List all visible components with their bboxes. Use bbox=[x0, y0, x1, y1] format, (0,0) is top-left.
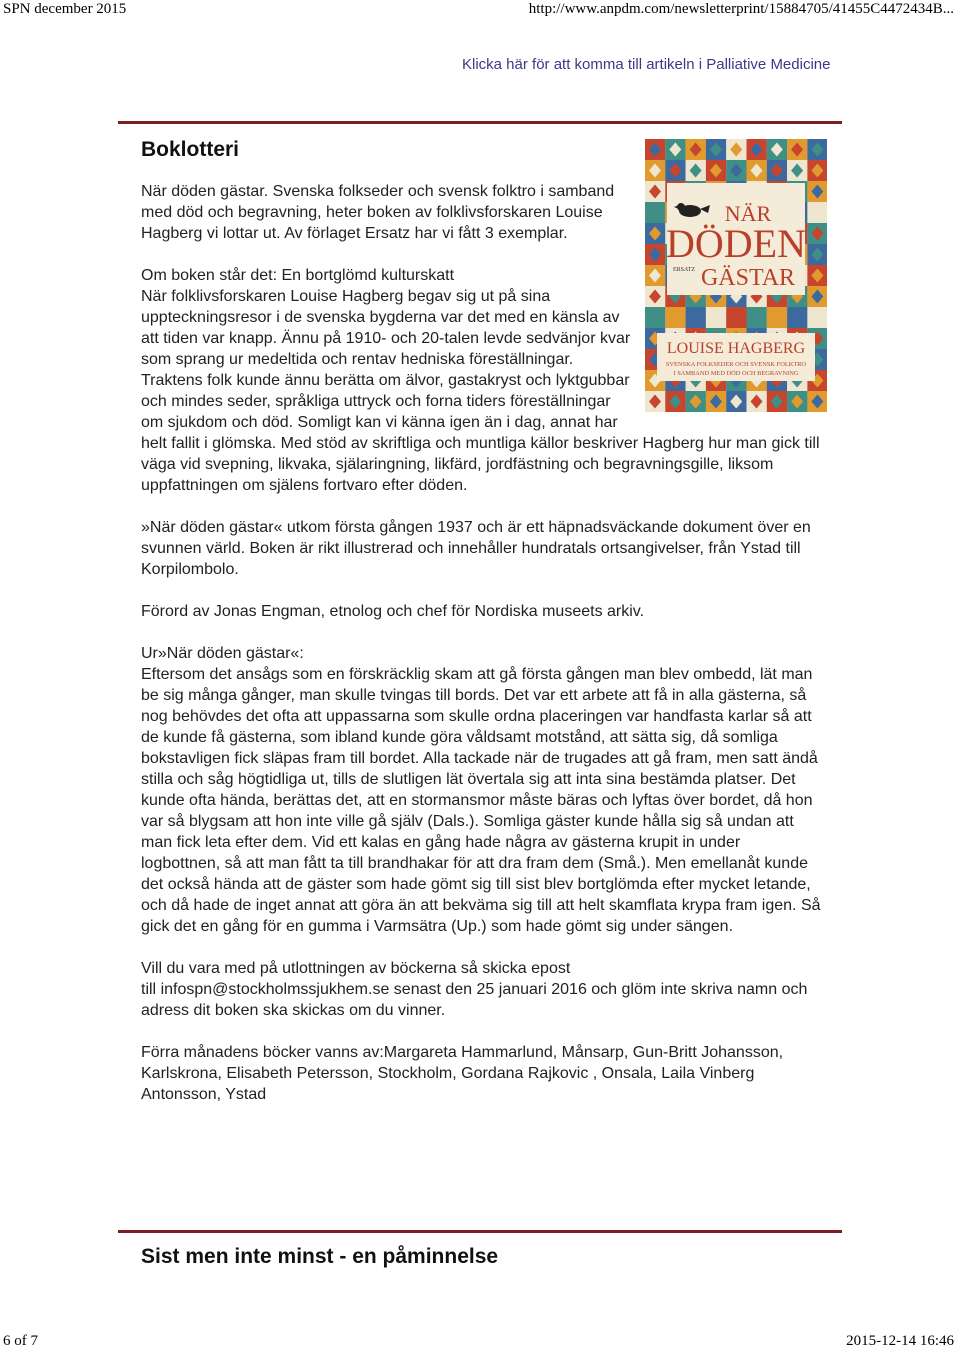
print-footer bbox=[0, 1331, 960, 1353]
contest-intro: Vill du vara med på utlottningen av böckerna så skicka epost bbox=[141, 960, 571, 977]
section-title-reminder: Sist men inte minst - en påminnelse bbox=[141, 1245, 499, 1268]
winners-paragraph: Förra månadens böcker vanns av:Margareta Hammarlund, Månsarp, Gun-Britt Johansson, Karlskrona, Elisabeth Petersson, Stockholm, Gordana Rajkovic , Onsala, Laila Vinberg Antonsson, Ystad bbox=[141, 1044, 784, 1103]
excerpt-body: Eftersom det ansågs som en förskräcklig skam att gå första gången man blev ombedd, lät man be sig många gånger, man skulle tvingas till bords. Det var ett arbete att få in alla gästerna, så nog behövdes det ofta att uppassarna som skulle ordna placeringen var handfasta karlar så att de kunde få gästerna, som ibland kunde göra våldsamt motstånd, att sätta sig, då somliga bokstavligen fick släpas fram till bordet. Alla tackade när de trugades att gå fram, men satt ändå stilla och såg högtidliga ut, tills de slutligen lät övertala sig att inta sina bestämda platser. Det kunde ofta hända, berättas det, att en stormansmor måste bäras och lyftas över bordet, då hon var så blygsam att hon inte ville gå själv (Dals.). Somliga gäster kunde hålla sig så undan att man fick leta efter dem. Vid ett kalas en gång hade några av gästerna krupit in under logbottnen, så att man fått ta till brandhakar för att dra fram dem (Små.). Men emellanåt kunde det också hända att de gäster som hade gömt sig till sist blev bortglömda efter mycket letande, och då hade de inget annat att göra än att bekväma sig till att helt skamflata krypa fram igen. Så gick det en gång för en gumma i Varmsätra (Up.) som hade gömt sig under sängen. bbox=[141, 666, 821, 935]
about-heading: Om boken står det: En bortglömd kulturskatt bbox=[141, 267, 455, 284]
cover-subtitle-2: I SAMBAND MED DÖD OCH BEGRAVNING bbox=[673, 370, 799, 377]
cover-author: LOUISE HAGBERG bbox=[666, 340, 806, 357]
print-header bbox=[0, 0, 960, 22]
cover-title-1: NÄR bbox=[724, 201, 772, 226]
cover-title-3: GÄSTAR bbox=[700, 265, 796, 291]
section-title-boklotteri: Boklotteri bbox=[141, 138, 240, 161]
cover-publisher: ERSATZ bbox=[673, 267, 696, 273]
article-body bbox=[141, 181, 823, 1105]
foreword-paragraph: Förord av Jonas Engman, etnolog och chef för Nordiska museets arkiv. bbox=[141, 603, 645, 620]
print-timestamp: 2015-12-14 16:46 bbox=[846, 1333, 954, 1349]
intro-paragraph: När döden gästar. Svenska folkseder och svensk folktro i samband med död och begravning, heter boken av folklivsforskaren Louise Hagberg vi lottar ut. Av förlaget Ersatz har vi fått 3 exemplar. bbox=[141, 183, 615, 242]
contest-rest: senast den 25 januari 2016 och glöm inte skriva namn och adress dit boken ska skickas om du vinner. bbox=[141, 981, 808, 1019]
article-link[interactable]: Klicka här för att komma till artikeln i Palliative Medicine bbox=[462, 56, 831, 73]
section-divider-top bbox=[118, 121, 842, 124]
section-divider-bottom bbox=[118, 1230, 842, 1233]
print-header-title: SPN december 2015 bbox=[3, 1, 127, 17]
contest-email[interactable]: infospn@stockholmssjukhem.se bbox=[160, 981, 390, 998]
excerpt-heading: Ur»När döden gästar«: bbox=[141, 645, 304, 662]
page-counter: 6 of 7 bbox=[3, 1333, 38, 1349]
book-cover-image bbox=[645, 139, 827, 412]
cover-subtitle-1: SVENSKA FOLKSEDER OCH SVENSK FOLKTRO bbox=[665, 361, 807, 368]
about-body: När folklivsforskaren Louise Hagberg begav sig ut på sina uppteckningsresor i de svenska bygderna var det med en känsla av att tiden var knapp. Ännu på 1910- och 20-talen levde sedvänjor kvar som sprang ur medeltida och rentav hedniska föreställningar. Traktens folk kunde ännu berätta om älvor, gastakryst och lyktgubbar och mindes seder, språkliga uttryck och forna tiders föreställningar om sjukdom och död. Somligt kan vi känna igen än i dag, annat har helt fallit i glömska. Med stöd av skriftliga och muntliga källor beskriver Hagberg hur man gick till väga vid svepning, likvaka, själaringning, likfärd, jordfästning och begravningsgille, liksom uppfattningen om själens fortvaro efter döden. bbox=[141, 288, 820, 494]
contest-to: till bbox=[141, 981, 157, 998]
print-header-url: http://www.anpdm.com/newsletterprint/15884705/41455C4472434B... bbox=[528, 1, 954, 17]
published-paragraph: »När döden gästar« utkom första gången 1937 och är ett häpnadsväckande dokument över en svunnen värld. Boken är rikt illustrerad och innehåller hundratals ortsangivelser, från Ystad till Korpilombolo. bbox=[141, 519, 811, 578]
cover-title-2: DÖDEN bbox=[666, 221, 806, 266]
